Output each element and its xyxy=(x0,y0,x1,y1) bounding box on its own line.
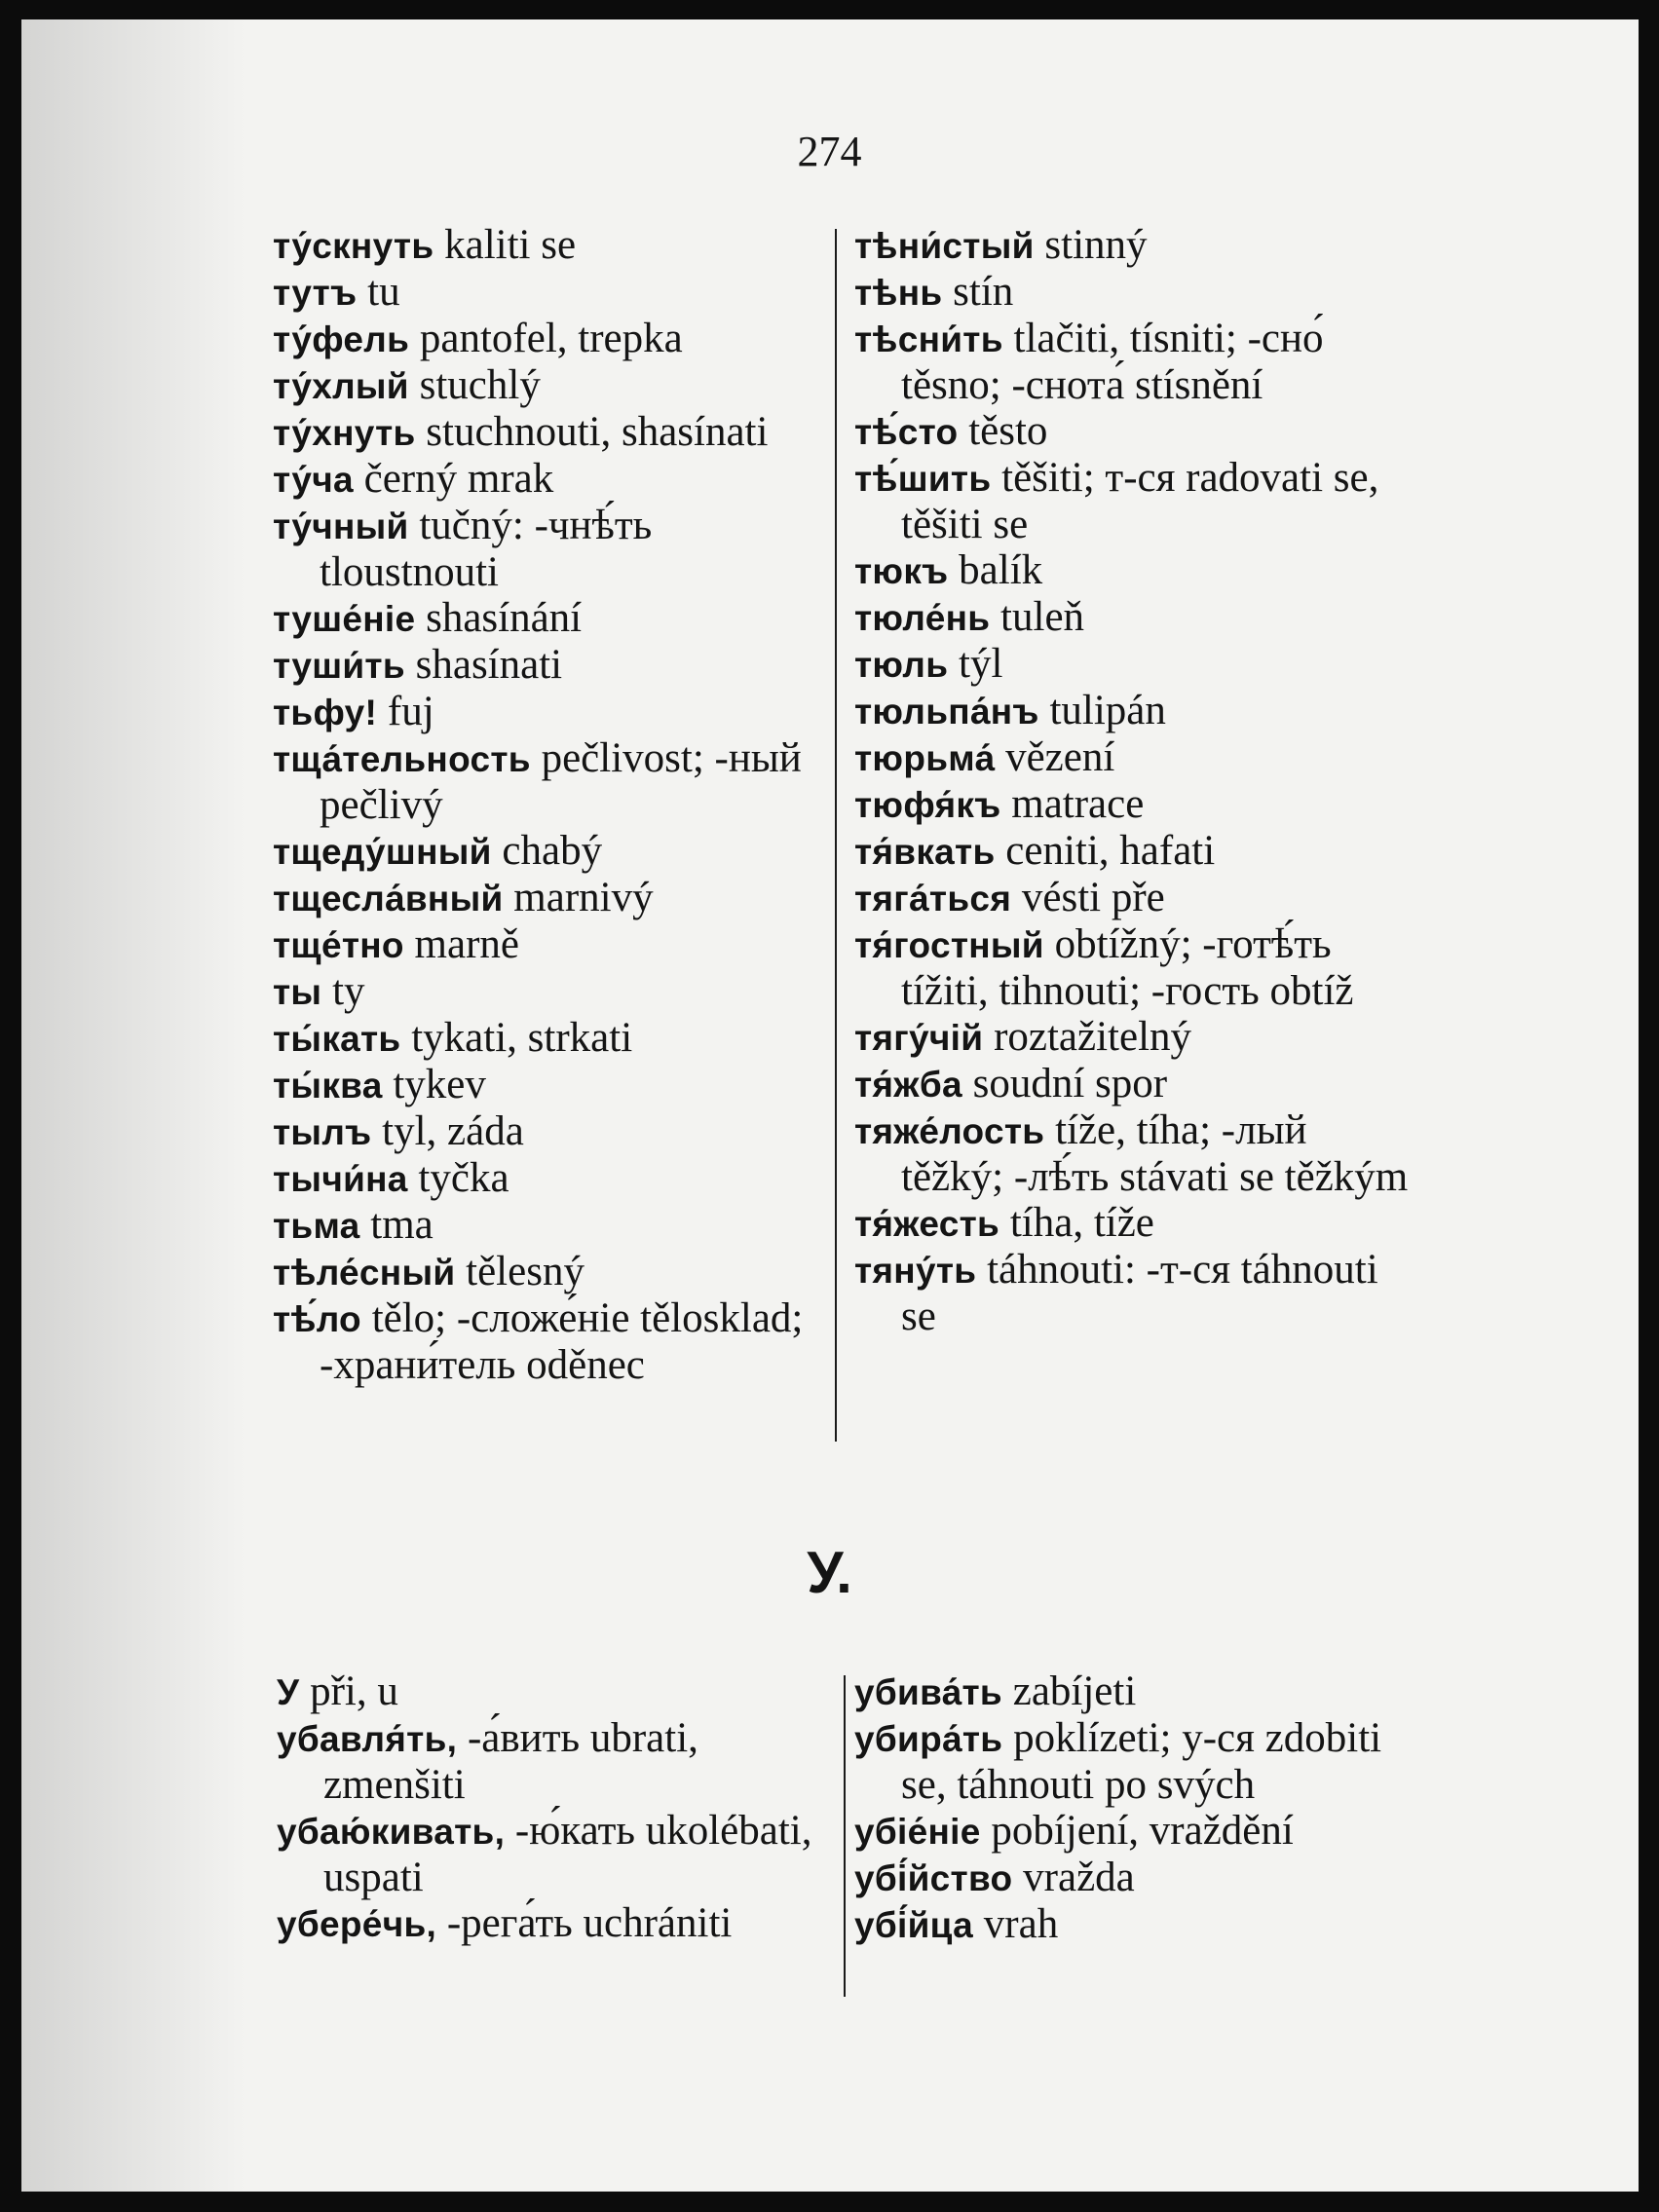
dictionary-entry xyxy=(854,921,1410,1014)
definition: tyl, záda xyxy=(371,1108,524,1154)
headword: тутъ xyxy=(273,273,358,313)
dictionary-entry xyxy=(854,688,1410,734)
headword: У xyxy=(277,1672,300,1712)
headword: убаю́кивать, xyxy=(277,1812,506,1852)
headword: ту́ча xyxy=(273,460,354,500)
dictionary-entry xyxy=(854,1901,1410,1948)
definition: tělo; -сложе́ніе tělosklad; -храни́тель oděnec xyxy=(320,1295,804,1388)
dictionary-entry xyxy=(854,455,1410,547)
dictionary-entry xyxy=(854,1715,1410,1808)
headword: убира́ть xyxy=(854,1719,1003,1759)
headword: тѣле́сный xyxy=(273,1253,456,1293)
definition: marnivý xyxy=(503,875,654,920)
dictionary-entry xyxy=(277,1900,832,1947)
definition: tu xyxy=(357,269,400,315)
definition: soudní spor xyxy=(961,1061,1168,1106)
definition: vrah xyxy=(973,1901,1059,1947)
definition: marně xyxy=(403,921,519,967)
dictionary-entry xyxy=(273,1062,828,1108)
headword: тѣ́ло xyxy=(273,1299,361,1339)
dictionary-entry xyxy=(273,503,828,595)
dictionary-entry xyxy=(854,641,1410,688)
dictionary-entry xyxy=(854,1808,1410,1855)
definition: kaliti se xyxy=(434,222,577,268)
headword: убі́йца xyxy=(854,1905,974,1945)
headword: тщесла́вный xyxy=(273,879,504,919)
column-divider xyxy=(835,229,837,1442)
dictionary-entry xyxy=(273,642,828,689)
definition: tulipán xyxy=(1038,688,1166,733)
definition: tíha, tíže xyxy=(999,1200,1154,1246)
dictionary-entry xyxy=(854,222,1410,269)
dictionary-entry xyxy=(273,735,828,828)
headword: тюльпа́нъ xyxy=(854,692,1039,731)
headword: тюфя́къ xyxy=(854,785,1001,825)
dictionary-entry xyxy=(277,1668,832,1715)
headword: туши́ть xyxy=(273,646,405,686)
dictionary-entry xyxy=(854,594,1410,641)
headword: тя́жесть xyxy=(854,1204,1000,1244)
headword: тюкъ xyxy=(854,551,949,591)
headword: ту́чный xyxy=(273,506,409,546)
column-right-u-entries xyxy=(854,1668,1410,1948)
definition: tuleň xyxy=(990,594,1085,640)
headword: тяну́ть xyxy=(854,1251,977,1291)
definition: tma xyxy=(359,1202,434,1248)
headword: тюрьма́ xyxy=(854,738,996,778)
dictionary-entry xyxy=(273,595,828,642)
headword: тѣсни́ть xyxy=(854,319,1003,359)
dictionary-entry xyxy=(277,1715,832,1808)
headword: убере́чь, xyxy=(277,1904,437,1944)
headword: тяга́ться xyxy=(854,879,1012,919)
dictionary-entry xyxy=(273,1155,828,1202)
dictionary-entry xyxy=(277,1808,832,1900)
definition: matrace xyxy=(1000,781,1145,827)
headword: ты́кать xyxy=(273,1019,401,1059)
headword: тя́вкать xyxy=(854,832,996,872)
dictionary-entry xyxy=(273,968,828,1015)
definition: stuchnouti, shasínati xyxy=(415,409,769,455)
headword: тяже́лость xyxy=(854,1111,1045,1151)
dictionary-entry xyxy=(273,828,828,875)
dictionary-entry xyxy=(273,316,828,362)
dictionary-entry xyxy=(273,269,828,316)
headword: тюле́нь xyxy=(854,598,991,638)
dictionary-entry xyxy=(854,781,1410,828)
definition: stuchlý xyxy=(408,362,541,408)
dictionary-entry xyxy=(854,1247,1410,1339)
definition: tučný: -чнѣ́ть tloustnouti xyxy=(320,503,653,595)
definition: poklízeti; у-ся zdobiti se, táhnouti po svých xyxy=(901,1715,1382,1808)
definition: vésti pře xyxy=(1011,875,1165,920)
definition: fuj xyxy=(377,689,434,734)
section-heading-u: У. xyxy=(807,1540,852,1605)
definition: shasínati xyxy=(404,642,563,688)
column-right-t-entries xyxy=(854,222,1410,1339)
headword: тѣни́стый xyxy=(854,226,1035,266)
dictionary-entry xyxy=(854,828,1410,875)
dictionary-entry xyxy=(273,689,828,735)
definition: tyčka xyxy=(407,1155,509,1201)
dictionary-entry xyxy=(273,875,828,921)
dictionary-entry xyxy=(273,1202,828,1249)
headword: тягу́чій xyxy=(854,1018,984,1058)
definition: obtížný; -готѣ́ть tížiti, tihnouti; -гость obtíž xyxy=(901,921,1354,1014)
definition: těsto xyxy=(958,408,1048,454)
definition: pečlivost; -ный pečlivý xyxy=(320,735,802,828)
definition: tělesný xyxy=(455,1249,584,1294)
headword: тычи́на xyxy=(273,1159,408,1199)
dictionary-entry xyxy=(273,456,828,503)
definition: pobíjení, vraždění xyxy=(980,1808,1294,1854)
dictionary-entry xyxy=(854,269,1410,316)
dictionary-entry xyxy=(273,362,828,409)
definition: tlačiti, tísniti; -сно́ těsno; -снота́ stísnění xyxy=(901,316,1324,408)
dictionary-entry xyxy=(854,1061,1410,1107)
dictionary-entry xyxy=(854,734,1410,781)
headword: убіе́ніе xyxy=(854,1812,981,1852)
headword: ты xyxy=(273,972,322,1012)
definition: -рега́ть uchrániti xyxy=(436,1900,733,1946)
dictionary-entry xyxy=(854,1668,1410,1715)
definition: ceniti, hafati xyxy=(995,828,1216,874)
definition: vězení xyxy=(995,734,1115,780)
definition: shasínání xyxy=(415,595,583,641)
headword: тщеду́шный xyxy=(273,832,492,872)
headword: ты́ква xyxy=(273,1066,383,1106)
definition: tykati, strkati xyxy=(400,1015,633,1061)
headword: тьма xyxy=(273,1206,360,1246)
definition: táhnouti: -т-ся táhnouti se xyxy=(901,1247,1378,1339)
column-divider xyxy=(844,1675,846,1997)
headword: убива́ть xyxy=(854,1672,1002,1712)
headword: убі́йство xyxy=(854,1858,1013,1898)
headword: ту́фель xyxy=(273,319,410,359)
column-left-u-entries xyxy=(277,1668,832,1947)
headword: туше́ніе xyxy=(273,599,416,639)
headword: тѣ́сто xyxy=(854,412,959,452)
dictionary-entry xyxy=(273,1249,828,1295)
headword: тя́жба xyxy=(854,1065,962,1105)
dictionary-entry xyxy=(273,921,828,968)
definition: pantofel, trepka xyxy=(409,316,683,361)
headword: ту́скнуть xyxy=(273,226,434,266)
dictionary-entry xyxy=(854,408,1410,455)
definition: chabý xyxy=(491,828,603,874)
dictionary-entry xyxy=(854,316,1410,408)
dictionary-entry xyxy=(273,1015,828,1062)
definition: tíže, tíha; -лый těžký; -лѣ́ть stávati se těžkým xyxy=(901,1107,1409,1200)
dictionary-entry xyxy=(273,222,828,269)
definition: černý mrak xyxy=(353,456,554,502)
headword: тьфу! xyxy=(273,693,378,732)
dictionary-entry xyxy=(854,1855,1410,1901)
definition: -а́вить ubrati, zmenšiti xyxy=(323,1715,698,1808)
headword: ту́хнуть xyxy=(273,413,416,453)
definition: balík xyxy=(948,547,1043,593)
definition: ty xyxy=(321,968,365,1014)
headword: тя́гостный xyxy=(854,925,1044,965)
definition: těšiti; т-ся radovati se, těšiti se xyxy=(901,455,1379,547)
dictionary-entry xyxy=(273,409,828,456)
definition: při, u xyxy=(299,1668,398,1714)
headword: тылъ xyxy=(273,1112,372,1152)
definition: vražda xyxy=(1012,1855,1135,1900)
headword: тѣ́шить xyxy=(854,459,992,499)
dictionary-entry xyxy=(854,547,1410,594)
dictionary-entry xyxy=(854,1107,1410,1200)
dictionary-entry xyxy=(273,1108,828,1155)
definition: zabíjeti xyxy=(1001,1668,1137,1714)
page-number: 274 xyxy=(797,128,862,175)
definition: týl xyxy=(948,641,1003,687)
headword: тюль xyxy=(854,645,949,685)
headword: тѣнь xyxy=(854,273,943,313)
headword: убавля́ть, xyxy=(277,1719,458,1759)
definition: stinný xyxy=(1034,222,1148,268)
definition: tykev xyxy=(382,1062,486,1107)
dictionary-entry xyxy=(854,1200,1410,1247)
dictionary-entry xyxy=(854,1014,1410,1061)
headword: тще́тно xyxy=(273,925,404,965)
definition: -ю́кать ukolébati, uspati xyxy=(323,1808,812,1900)
dictionary-entry xyxy=(854,875,1410,921)
definition: stín xyxy=(942,269,1014,315)
definition: roztažitelný xyxy=(983,1014,1192,1060)
dictionary-entry xyxy=(273,1295,828,1388)
column-left-t-entries xyxy=(273,222,828,1388)
headword: ту́хлый xyxy=(273,366,409,406)
headword: тща́тельность xyxy=(273,739,531,779)
